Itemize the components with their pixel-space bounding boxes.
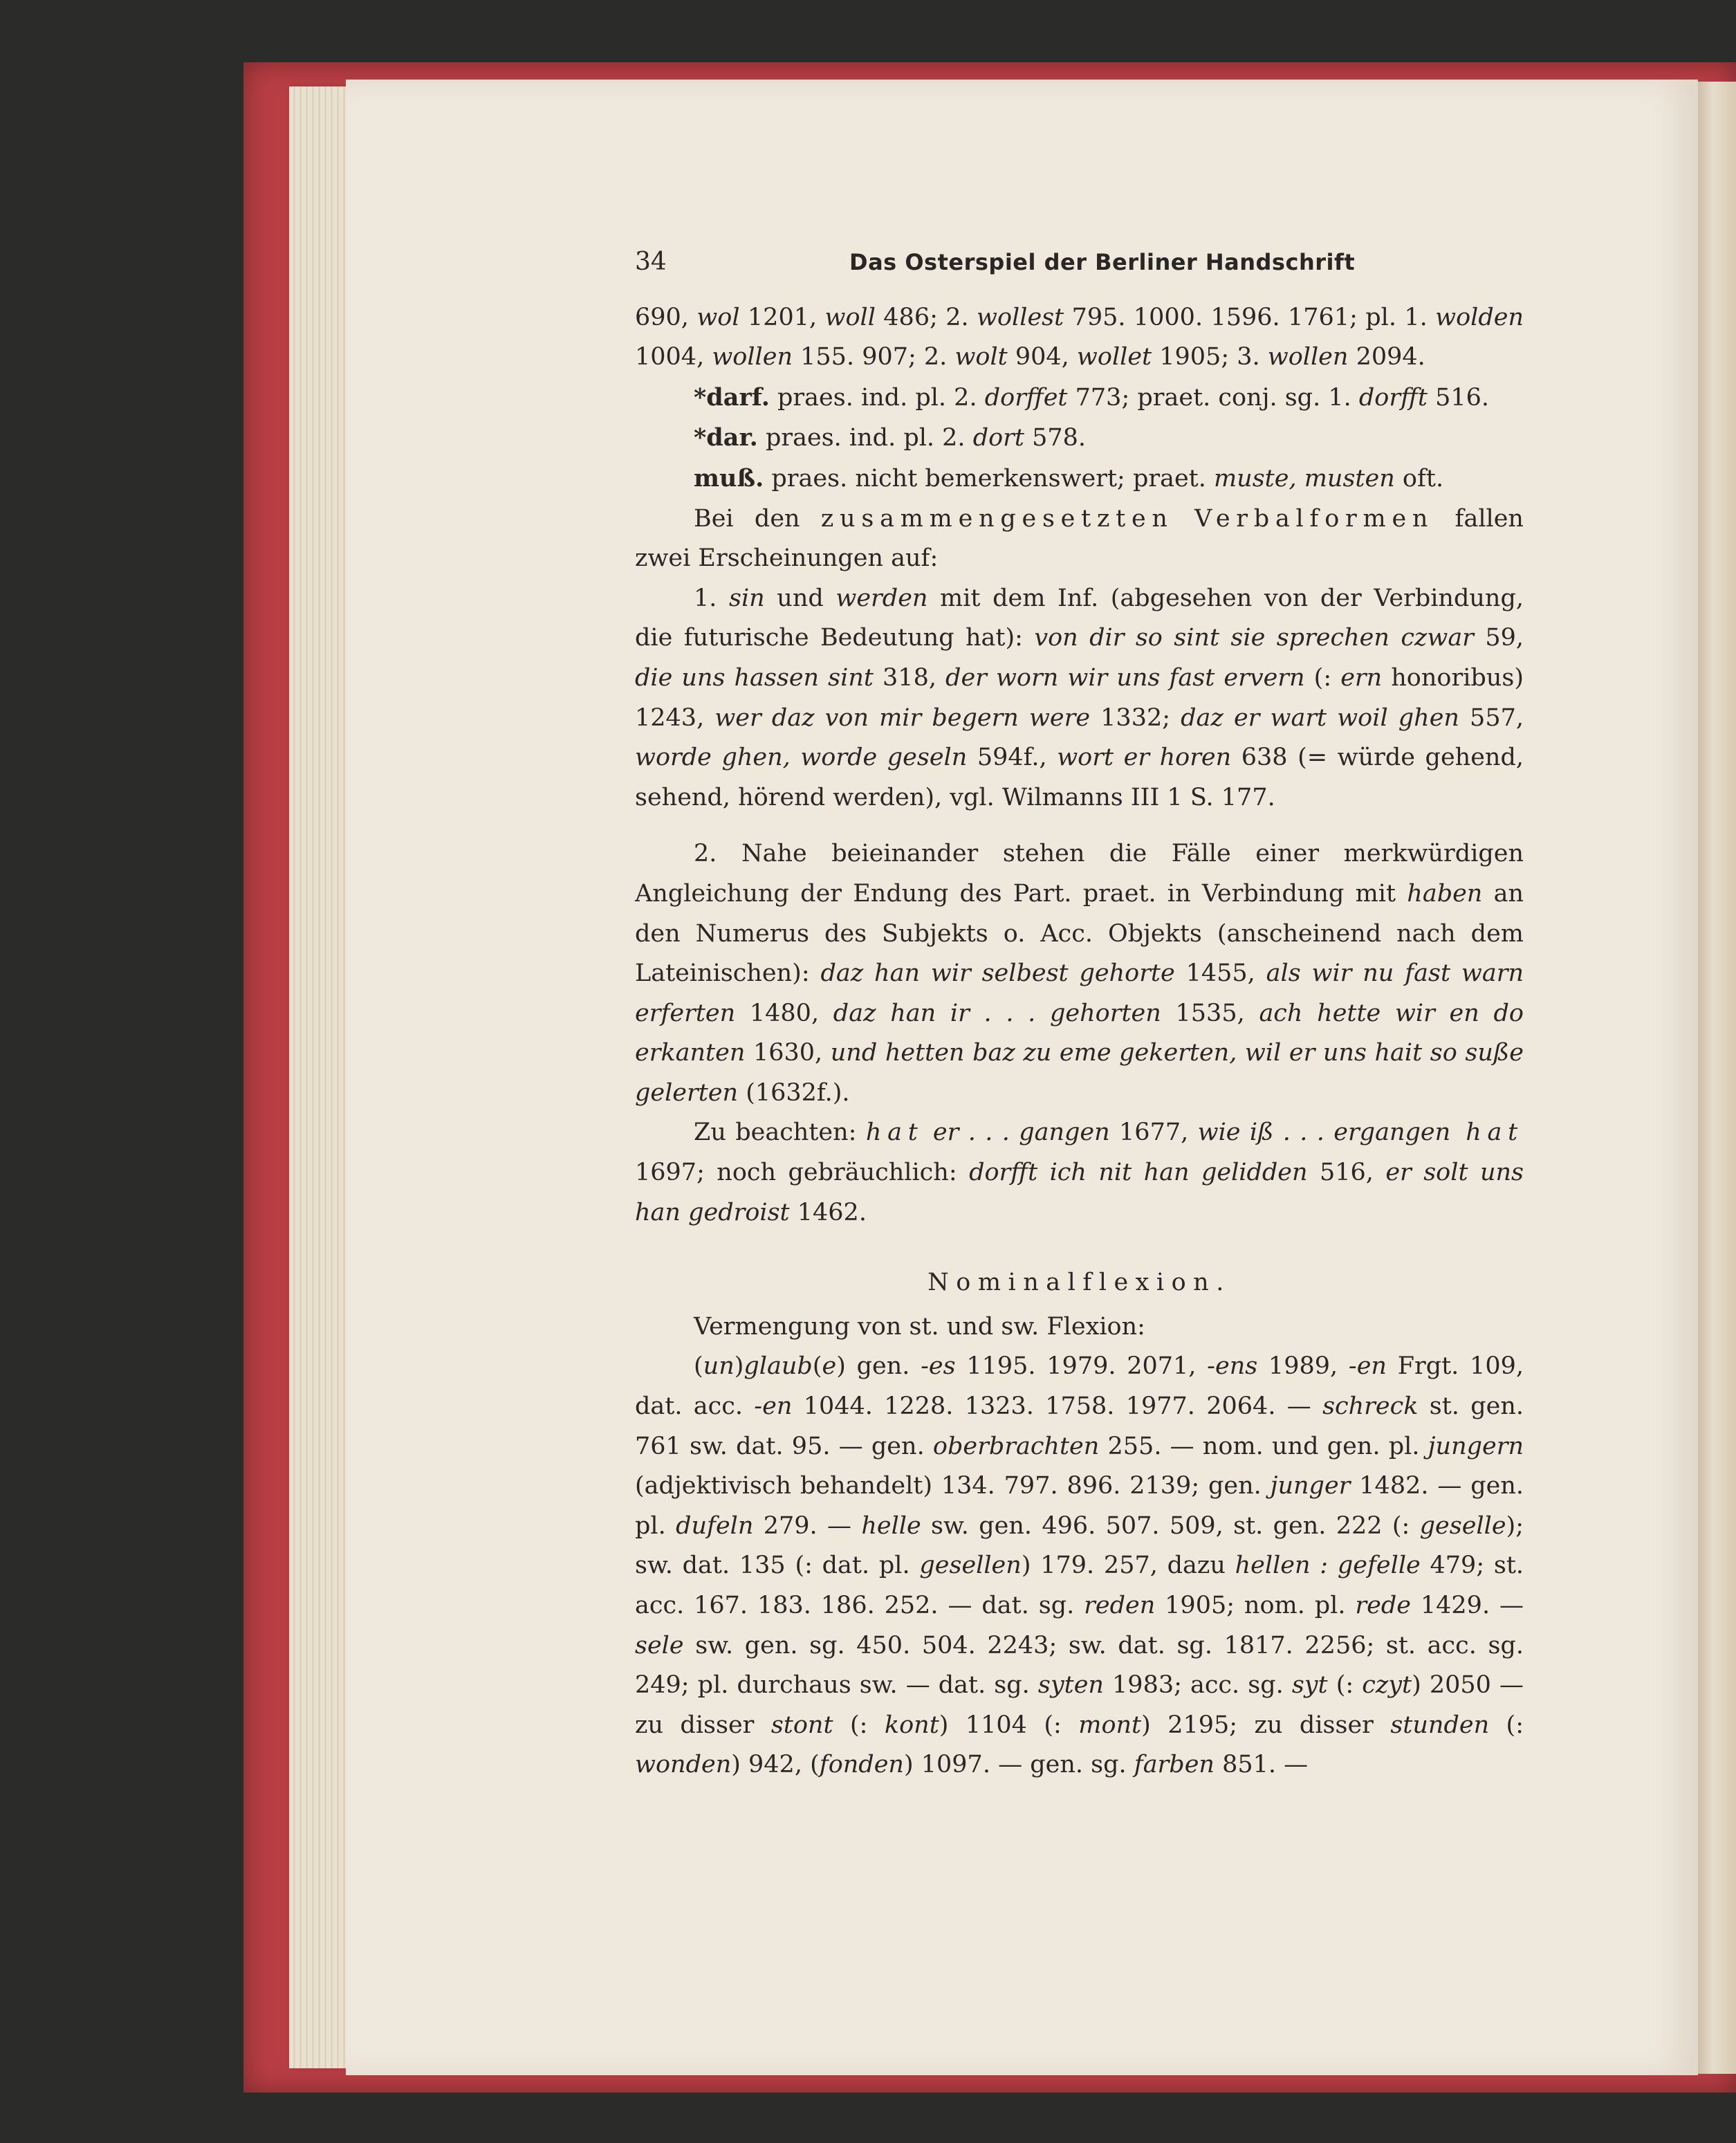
page-text: [635, 242, 1524, 1785]
paragraph-point-2: 2. Nahe beieinander stehen die Fälle einer merkwürdigen Angleichung der Endung des Part. praet. in Verbindung mit haben an den Numerus des Subjekts o. Acc. Objekts (anscheinend nach dem Lateinischen): daz han wir selbest gehorte 1455, als wir nu fast warn erferten 1480, daz han ir . . . gehorten 1535, ach hette wir en do erkanten 1630, und hetten baz zu eme gekerten, wil er uns hait so suße gelerten (1632f.).: [635, 840, 1524, 1107]
running-header: [635, 242, 1524, 283]
section-title: Nominalflexion.: [927, 1269, 1231, 1297]
page-edges: [289, 86, 351, 2068]
paragraph-darf: *darf. praes. ind. pl. 2. dorffet 773; praet. conj. sg. 1. dorfft 516.: [694, 383, 1489, 412]
paragraph-wollen: 690, wol 1201, woll 486; 2. wollest 795. 1000. 1596. 1761; pl. 1. wolden 1004, wollen 155. 907; 2. wolt 904, wollet 1905; 3. wollen 2094.: [635, 303, 1524, 371]
paragraph-dar: *dar. praes. ind. pl. 2. dort 578.: [694, 423, 1087, 452]
paragraph-point-1: 1. sin und werden mit dem Inf. (abgesehen von der Verbindung, die futurische Bedeutung hat): von dir so sint sie sprechen czwar 59, die uns hassen sint 318, der worn wir uns fast ervern (: ern honoribus) 1243, wer daz von mir begern were 1332; daz er wart woil ghen 557, worde ghen, worde geseln 594f., wort er horen 638 (= würde gehend, sehend, hörend werden), vgl. Wilmanns III 1 S. 177.: [635, 584, 1524, 811]
next-page-edge: [1698, 82, 1736, 2074]
running-title: Das Osterspiel der Berliner Handschrift: [849, 249, 1356, 275]
paragraph-vermengung: Vermengung von st. und sw. Flexion:: [694, 1312, 1145, 1341]
paragraph-muss: muß. praes. nicht bemerkenswert; praet. muste, musten oft.: [694, 463, 1444, 493]
paragraph-verbalformen: Bei den zusammengesetzten Verbalformen fallen zwei Erscheinungen auf:: [635, 504, 1524, 573]
page-number: 34: [635, 248, 667, 276]
paragraph-glaube: (un)glaub(e) gen. -es 1195. 1979. 2071, -ens 1989, -en Frgt. 109, dat. acc. -en 1044. 1228. 1323. 1758. 1977. 2064. — schreck st. gen. 761 sw. dat. 95. — gen. oberbrachten 255. — nom. und gen. pl. jungern (adjektivisch behandelt) 134. 797. 896. 2139; gen. junger 1482. — gen. pl. dufeln 279. — helle sw. gen. 496. 507. 509, st. gen. 222 (: geselle); sw. dat. 135 (: dat. pl. gesellen) 179. 257, dazu hellen : gefelle 479; st. acc. 167. 183. 186. 252. — dat. sg. reden 1905; nom. pl. rede 1429. — sele sw. gen. sg. 450. 504. 2243; sw. dat. sg. 1817. 2256; st. acc. sg. 249; pl. durchaus sw. — dat. sg. syten 1983; acc. sg. syt (: czyt) 2050 — zu disser stont (: kont) 1104 (: mont) 2195; zu disser stunden (: wonden) 942, (fonden) 1097. — gen. sg. farben 851. —: [635, 1352, 1524, 1779]
paragraph-zu-beachten: Zu beachten: hat er . . . gangen 1677, wie iß . . . ergangen hat 1697; noch gebräuchlich: dorfft ich nit han gelidden 516, er solt uns han gedroist 1462.: [635, 1119, 1524, 1226]
